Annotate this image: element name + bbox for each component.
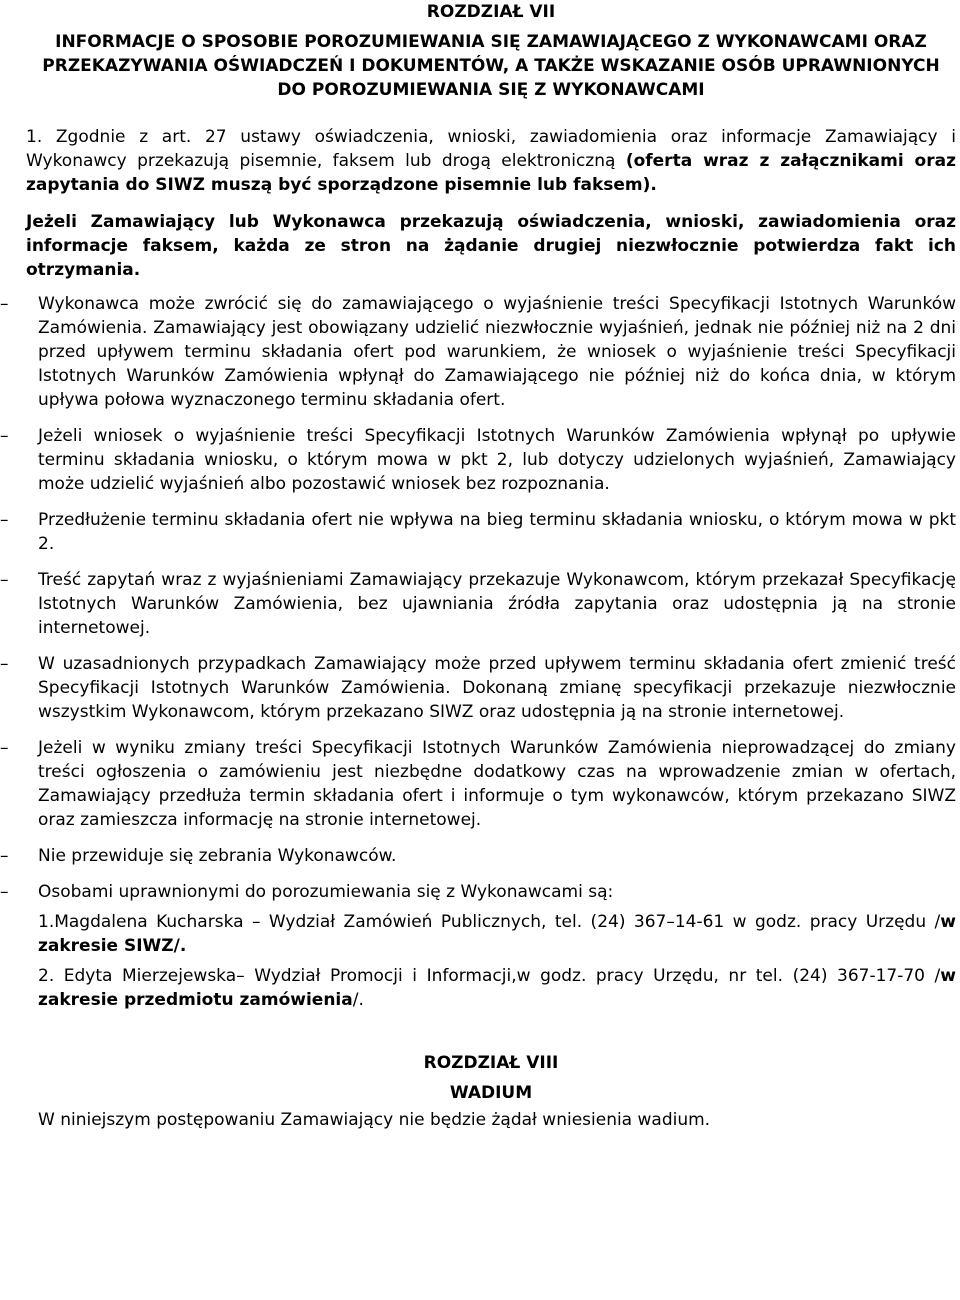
chapter-8-title: ROZDZIAŁ VIII bbox=[423, 1053, 559, 1073]
list-item bbox=[0, 736, 956, 832]
chapter-8-text: W niniejszym postępowaniu Zamawiający nie będzie żądał wniesienia wadium. bbox=[38, 1110, 711, 1130]
contact-scope: w zakresie SIWZ/. bbox=[38, 912, 956, 956]
list-item bbox=[0, 844, 956, 868]
list-item bbox=[0, 880, 956, 904]
chapter-7-subtitle: INFORMACJE O SPOSOBIE POROZUMIEWANIA SIĘ ZAMAWIAJĄCEGO Z WYKONAWCAMI ORAZ PRZEKAZYWANIA OŚWIADCZEŃ I DOKUMENTÓW, A TAKŻE WSKAZANIE OSÓB UPRAWNIONYCH DO POROZUMIEWANIA SIĘ Z WYKONAWCAMI bbox=[42, 32, 940, 100]
list-item-text: Wykonawca może zwrócić się do zamawiającego o wyjaśnienie treści Specyfikacji Istotnych Warunków Zamówienia. Zamawiający jest obowiązany udzielić niezwłocznie wyjaśnień, jednak nie później niż na 2 dni przed upływem terminu składania ofert pod warunkiem, że wniosek o wyjaśnienie treści Specyfikacji Istotnych Warunków Zamówienia wpłynął do Zamawiającego nie później niż do końca dnia, w którym upływa połowa wyznaczonego terminu składania ofert. bbox=[38, 294, 956, 410]
contact-list bbox=[38, 910, 956, 1012]
contact-text: 1.Magdalena Kucharska – Wydział Zamówień Publicznych, tel. (24) 367–14-61 w godz. pracy Urzędu / bbox=[38, 912, 941, 932]
dash-bullet: – bbox=[0, 294, 9, 314]
list-item-text: W uzasadnionych przypadkach Zamawiający może przed upływem terminu składania ofert zmienić treść Specyfikacji Istotnych Warunków Zamówienia. Dokonaną zmianę specyfikacji przekazuje niezwłocznie wszystkim Wykonawcom, którym przekazano SIWZ oraz udostępnia ją na stronie internetowej. bbox=[38, 654, 956, 722]
contact-tail: /. bbox=[352, 990, 364, 1010]
list-item-text: Jeżeli wniosek o wyjaśnienie treści Specyfikacji Istotnych Warunków Zamówienia wpłynął po upływie terminu składania wniosku, o którym mowa w pkt 2, lub dotyczy udzielonych wyjaśnień, Zamawiający może udzielić wyjaśnień albo pozostawić wniosek bez rozpoznania. bbox=[38, 426, 956, 494]
list-item bbox=[0, 424, 956, 496]
list-item bbox=[0, 568, 956, 640]
dash-bullet: – bbox=[0, 738, 9, 758]
bullet-list bbox=[0, 292, 956, 904]
dash-bullet: – bbox=[0, 426, 9, 446]
list-item-text: Osobami uprawnionymi do porozumiewania się z Wykonawcami są: bbox=[38, 882, 614, 902]
chapter-8-subtitle: WADIUM bbox=[449, 1083, 533, 1103]
dash-bullet: – bbox=[0, 654, 9, 674]
list-item bbox=[0, 292, 956, 412]
dash-bullet: – bbox=[0, 846, 9, 866]
list-item-text: Nie przewiduje się zebrania Wykonawców. bbox=[38, 846, 397, 866]
paragraph-1-text: 1. Zgodnie z art. 27 ustawy oświadczenia, wnioski, zawiadomienia oraz informacje Zamawiający i Wykonawcy przekazują pisemnie, faksem lub drogą elektroniczną bbox=[26, 127, 956, 171]
dash-bullet: – bbox=[0, 570, 9, 590]
paragraph-2: Jeżeli Zamawiający lub Wykonawca przekazują oświadczenia, wnioski, zawiadomienia oraz informacje faksem, każda ze stron na żądanie drugiej niezwłocznie potwierdza fakt ich otrzymania. bbox=[26, 212, 956, 280]
paragraph-1-bold: (oferta wraz z załącznikami oraz zapytania do SIWZ muszą być sporządzone pisemnie lub faksem). bbox=[26, 151, 956, 195]
list-item bbox=[0, 652, 956, 724]
chapter-7-title: ROZDZIAŁ VII bbox=[426, 2, 556, 22]
contact-text: 2. Edyta Mierzejewska– Wydział Promocji i Informacji,w godz. pracy Urzędu, nr tel. (24) 367-17-70 / bbox=[38, 966, 941, 986]
contact-item bbox=[38, 964, 956, 1012]
paragraph-1 bbox=[26, 125, 956, 197]
dash-bullet: – bbox=[0, 882, 9, 902]
contact-item bbox=[38, 910, 956, 958]
list-item bbox=[0, 508, 956, 556]
contact-scope: w zakresie przedmiotu zamówienia bbox=[38, 966, 956, 1010]
list-item-text: Treść zapytań wraz z wyjaśnieniami Zamawiający przekazuje Wykonawcom, którym przekazał Specyfikację Istotnych Warunków Zamówienia, bez ujawniania źródła zapytania oraz udostępnia ją na stronie internetowej. bbox=[38, 570, 956, 638]
dash-bullet: – bbox=[0, 510, 9, 530]
list-item-text: Jeżeli w wyniku zmiany treści Specyfikacji Istotnych Warunków Zamówienia nieprowadzącej do zmiany treści ogłoszenia o zamówieniu jest niezbędne dodatkowy czas na wprowadzenie zmian w ofertach, Zamawiający przedłuża termin składania ofert i informuje o tym wykonawców, którym przekazano SIWZ oraz zamieszcza informację na stronie internetowej. bbox=[38, 738, 956, 830]
list-item-text: Przedłużenie terminu składania ofert nie wpływa na bieg terminu składania wniosku, o którym mowa w pkt 2. bbox=[38, 510, 956, 554]
